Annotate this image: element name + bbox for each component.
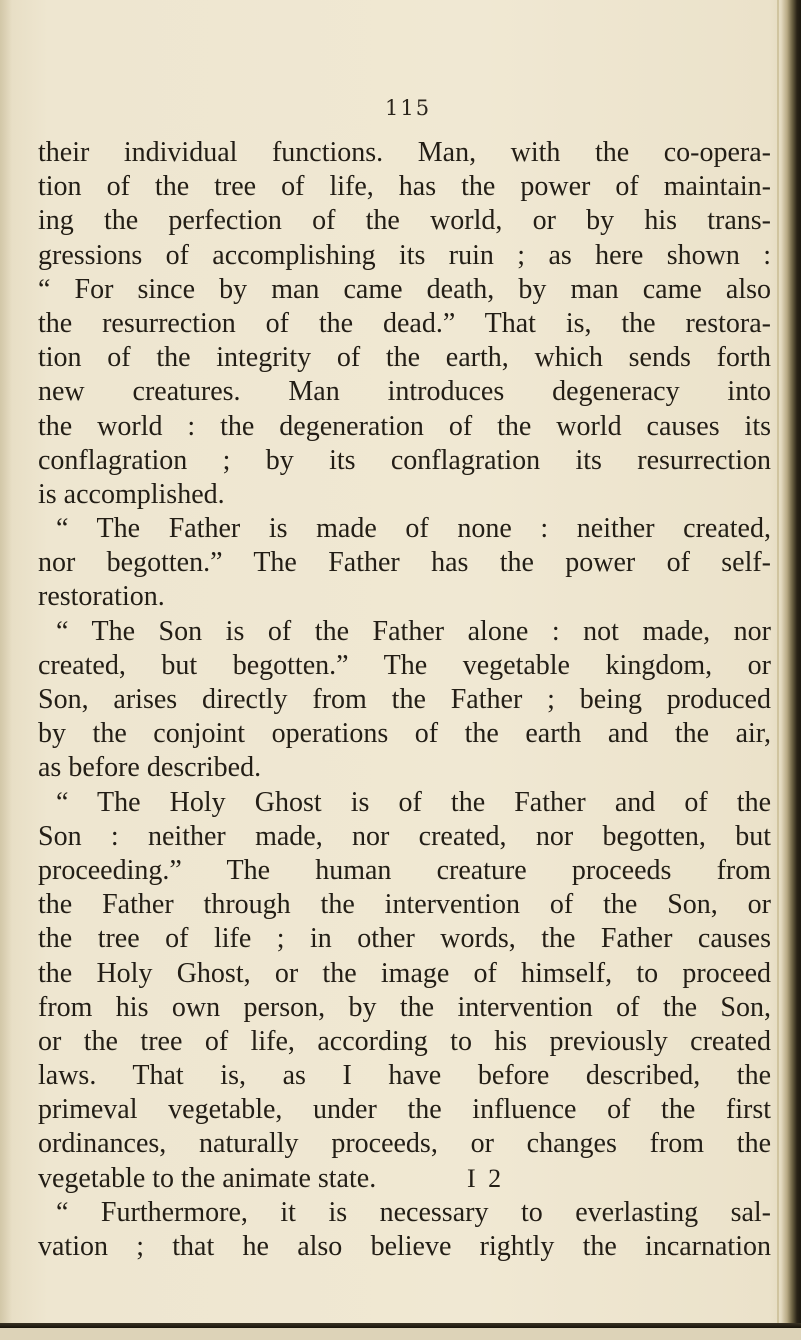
page-gutter-shadow (0, 0, 12, 1340)
text-line: proceeding.” The human creature proceeds from (38, 854, 771, 886)
text-line: from his own person, by the intervention of the Son, (38, 991, 771, 1023)
text-line: is accomplished. (38, 478, 225, 510)
text-line: “ The Father is made of none : neither created, (56, 513, 771, 545)
text-line: “ The Holy Ghost is of the Father and of the (56, 786, 771, 818)
text-line: gressions of accomplishing its ruin ; as here shown : (38, 239, 771, 271)
text-line: the tree of life ; in other words, the Father causes (38, 923, 771, 955)
text-line: ordinances, naturally proceeds, or changes from the (38, 1128, 771, 1160)
page-edge-highlight (777, 0, 779, 1340)
text-line: the Holy Ghost, or the image of himself, to proceed (38, 957, 771, 989)
text-line: the Father through the intervention of the Son, or (38, 889, 771, 921)
text-line: ing the perfection of the world, or by his trans- (38, 205, 771, 237)
text-line: new creatures. Man introduces degeneracy into (38, 376, 771, 408)
signature-mark: I 2 (467, 1164, 505, 1193)
text-line: the world : the degeneration of the world causes its (38, 410, 771, 442)
text-line: created, but begotten.” The vegetable kingdom, or (38, 649, 771, 681)
text-line: restoration. (38, 581, 165, 613)
text-line: Son : neither made, nor created, nor begotten, but (38, 820, 771, 852)
text-line: vation ; that he also believe rightly the incarnation (38, 1231, 771, 1262)
page-bottom-margin (0, 1328, 801, 1340)
text-line: “ Furthermore, it is necessary to everlasting sal- (56, 1196, 771, 1228)
text-line: or the tree of life, according to his previously created (38, 1025, 771, 1057)
text-line: as before described. (38, 752, 262, 784)
text-line: the resurrection of the dead.” That is, the restora- (38, 307, 771, 339)
body-text (38, 136, 771, 1264)
text-line: tion of the integrity of the earth, which sends forth (38, 342, 771, 374)
page-right-edge (781, 0, 801, 1340)
text-line: laws. That is, as I have before described, the (38, 1060, 771, 1092)
text-line: “ The Son is of the Father alone : not made, nor (56, 615, 771, 647)
text-line: conflagration ; by its conflagration its resurrection (38, 444, 771, 476)
text-line: Son, arises directly from the Father ; being produced (38, 684, 771, 715)
text-line: vegetable to the animate state. (38, 1162, 377, 1194)
text-line: nor begotten.” The Father has the power of self- (38, 547, 771, 579)
text-line: by the conjoint operations of the earth and the air, (38, 718, 771, 750)
text-line: tion of the tree of life, has the power of maintain- (38, 171, 771, 203)
text-line: their individual functions. Man, with the co-opera- (38, 137, 771, 168)
text-line: “ For since by man came death, by man came also (38, 273, 771, 305)
text-line: primeval vegetable, under the influence of the first (38, 1094, 771, 1126)
page-number: 115 (385, 96, 432, 120)
